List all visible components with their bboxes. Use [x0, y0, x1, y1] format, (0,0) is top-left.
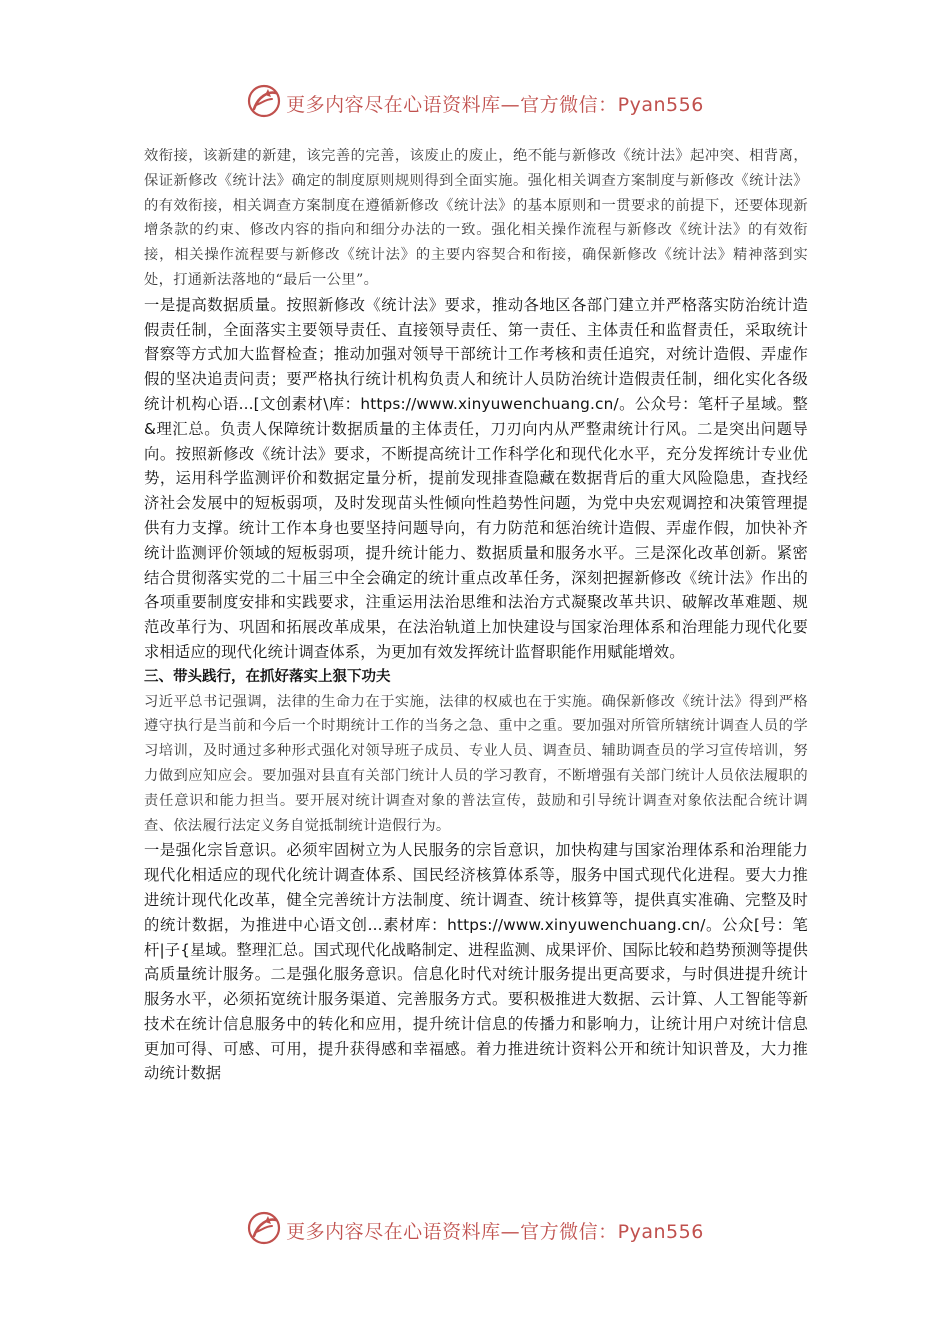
- swirl-logo-icon: [246, 1210, 286, 1250]
- header-banner: [0, 83, 950, 123]
- paragraph-3: 习近平总书记强调，法律的生命力在于实施，法律的权威也在于实施。确保新修改《统计法》得到严格遵守执行是当前和今后一个时期统计工作的当务之急、重中之重。要加强对所管所辖统计调查人员的学习培训，及时通过多种形式强化对领导班子成员、专业人员、调查员、辅助调查员的学习宣传培训，努力做到应知应会。要加强对县直有关部门统计人员的学习教育，不断增强有关部门统计人员依法履职的责任意识和能力担当。要开展对统计调查对象的普法宣传，鼓励和引导统计调查对象依法配合统计调查、依法履行法定义务自觉抵制统计造假行为。: [144, 693, 808, 834]
- footer-banner-text: 更多内容尽在心语资料库—官方微信：Pyan556: [286, 1220, 704, 1243]
- paragraph-4: 一是强化宗旨意识。必须牢固树立为人民服务的宗旨意识，加快构建与国家治理体系和治理能力现代化相适应的现代化统计调查体系、国民经济核算体系等，服务中国式现代化进程。要大力推进统计现代化改革，健全完善统计方法制度、统计调查、统计核算等，提供真实准确、完整及时的统计数据，为推进中心语文创...素材库：https://www.xinyuwenchuang.cn/。公众[号：笔杆|子{星域。整理汇总。国式现代化战略制定、进程监测、成果评价、国际比较和趋势预测等提供高质量统计服务。二是强化服务意识。信息化时代对统计服务提出更高要求，与时俱进提升统计服务水平，必须拓宽统计服务渠道、完善服务方式。要积极推进大数据、云计算、人工智能等新技术在统计信息服务中的转化和应用，提升统计信息的传播力和影响力，让统计用户对统计信息更加可得、可感、可用，提升获得感和幸福感。着力推进统计资料公开和统计知识普及，大力推动统计数据: [144, 841, 808, 1083]
- footer-banner: [0, 1210, 950, 1250]
- document-body: [144, 144, 808, 1086]
- paragraph-1: 效衔接，该新建的新建，该完善的完善，该废止的废止，绝不能与新修改《统计法》起冲突、相背离，保证新修改《统计法》确定的制度原则规则得到全面实施。强化相关调查方案制度与新修改《统计法》的有效衔接，相关调查方案制度在遵循新修改《统计法》的基本原则和一贯要求的前提下，还要体现新增条款的约束、修改内容的指向和细分办法的一致。强化相关操作流程与新修改《统计法》的有效衔接，相关操作流程要与新修改《统计法》的主要内容契合和衔接，确保新修改《统计法》精神落到实处，打通新法落地的“最后一公里”。: [144, 148, 808, 288]
- header-banner-text: 更多内容尽在心语资料库—官方微信：Pyan556: [286, 93, 704, 116]
- swirl-logo-icon: [246, 83, 286, 123]
- section-heading-3: 三、带头践行，在抓好落实上狠下功夫: [144, 668, 391, 685]
- paragraph-2: 一是提高数据质量。按照新修改《统计法》要求，推动各地区各部门建立并严格落实防治统计造假责任制，全面落实主要领导责任、直接领导责任、第一责任、主体责任和监督责任，采取统计督察等方式加大监督检查；推动加强对领导干部统计工作考核和责任追究，对统计造假、弄虚作假的坚决追责问责；要严格执行统计机构负责人和统计人员防治统计造假责任制，细化实化各级统计机构心语...[文创素材\库：https://www.xinyuwenchuang.cn/。公众号：笔杆子星域。整&理汇总。负责人保障统计数据质量的主体责任，刀刃向内从严整肃统计行风。二是突出问题导向。按照新修改《统计法》要求，不断提高统计工作科学化和现代化水平，充分发挥统计专业优势，运用科学监测评价和数据定量分析，提前发现排查隐藏在数据背后的重大风险隐患，查找经济社会发展中的短板弱项，及时发现苗头性倾向性趋势性问题，为党中央宏观调控和决策管理提供有力支撑。统计工作本身也要坚持问题导向，有力防范和惩治统计造假、弄虚作假，加快补齐统计监测评价领域的短板弱项，提升统计能力、数据质量和服务水平。三是深化改革创新。紧密结合贯彻落实党的二十届三中全会确定的统计重点改革任务，深刻把握新修改《统计法》作出的各项重要制度安排和实践要求，注重运用法治思维和法治方式凝聚改革共识、破解改革难题、规范改革行为、巩固和拓展改革成果，在法治轨道上加快建设与国家治理体系和治理能力现代化要求相适应的现代化统计调查体系，为更加有效发挥统计监督职能作用赋能增效。: [144, 295, 808, 661]
